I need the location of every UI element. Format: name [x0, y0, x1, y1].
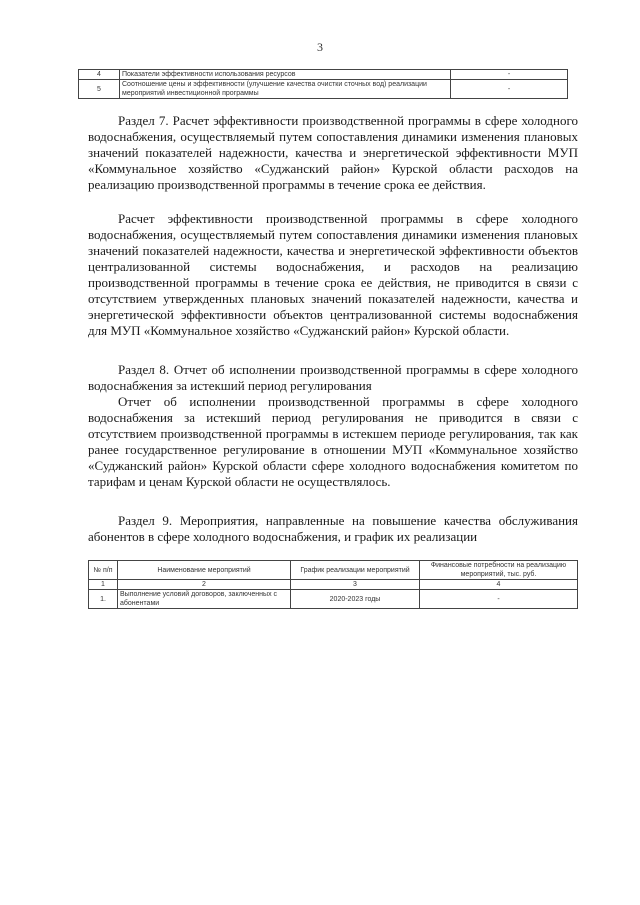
- table-index-row: [89, 580, 578, 590]
- indicator-name: Соотношение цены и эффективности (улучшение качества очистки сточных вод) реализации мероприятий инвестиционной программы: [120, 80, 451, 99]
- row-number: 1.: [89, 590, 118, 609]
- table-row: [89, 590, 578, 609]
- column-index: 1: [89, 580, 118, 590]
- measures-table: [88, 560, 578, 609]
- indicator-value: -: [451, 80, 568, 99]
- section-8-body: Отчет об исполнении производственной программы в сфере холодного водоснабжения за истекший период регулирования не приводится в связи с отсутствием производственной программы в истекшем периоде регулирования, так как ранее государственное регулирование в отношении МУП «Коммунальное хозяйство «Суджанский район» Курской области сфере холодного водоснабжения комитетом по тарифам и ценам Курской области не осуществлялось.: [88, 394, 578, 489]
- row-number: 4: [79, 70, 120, 80]
- table-row: [79, 80, 568, 99]
- column-header: График реализации мероприятий: [291, 561, 420, 580]
- measure-schedule: 2020-2023 годы: [291, 590, 420, 609]
- row-number: 5: [79, 80, 120, 99]
- section-7-heading: Раздел 7. Расчет эффективности производственной программы в сфере холодного водоснабжения, осуществляемый путем сопоставления динамики изменения плановых значений показателей надежности, качества и энергетической эффективности МУП «Коммунальное хозяйство «Суджанский район» Курской области расходов на реализацию производственной программы в течение срока ее действия.: [88, 113, 578, 192]
- column-index: 3: [291, 580, 420, 590]
- table-header-row: [89, 561, 578, 580]
- column-header: Наименование мероприятий: [118, 561, 291, 580]
- column-header: Финансовые потребности на реализацию мероприятий, тыс. руб.: [420, 561, 578, 580]
- indicator-name: Показатели эффективности использования ресурсов: [120, 70, 451, 80]
- column-index: 2: [118, 580, 291, 590]
- column-index: 4: [420, 580, 578, 590]
- table-row: [79, 70, 568, 80]
- section-9-heading: Раздел 9. Мероприятия, направленные на повышение качества обслуживания абонентов в сфере холодного водоснабжения, и график их реализации: [88, 513, 578, 544]
- column-header: № п/п: [89, 561, 118, 580]
- page-number: 3: [317, 40, 323, 54]
- measure-name: Выполнение условий договоров, заключенных с абонентами: [118, 590, 291, 609]
- indicator-value: -: [451, 70, 568, 80]
- section-7-body: Расчет эффективности производственной программы в сфере холодного водоснабжения, осуществляемый путем сопоставления динамики изменения плановых значений показателей надежности, качества и энергетической эффективности объектов централизованной системы водоснабжения, и расходов на реализацию производственной программы в течение срока ее действия, не приводится в связи с отсутствием утвержденных плановых значений показателей надежности, качества и энергетической эффективности объектов централизованной системы водоснабжения для МУП «Коммунальное хозяйство «Суджанский район» Курской области.: [88, 211, 578, 338]
- measure-finance: -: [420, 590, 578, 609]
- indicators-table: [78, 69, 568, 99]
- section-8-heading: Раздел 8. Отчет об исполнении производственной программы в сфере холодного водоснабжения за истекший период регулирования: [88, 362, 578, 393]
